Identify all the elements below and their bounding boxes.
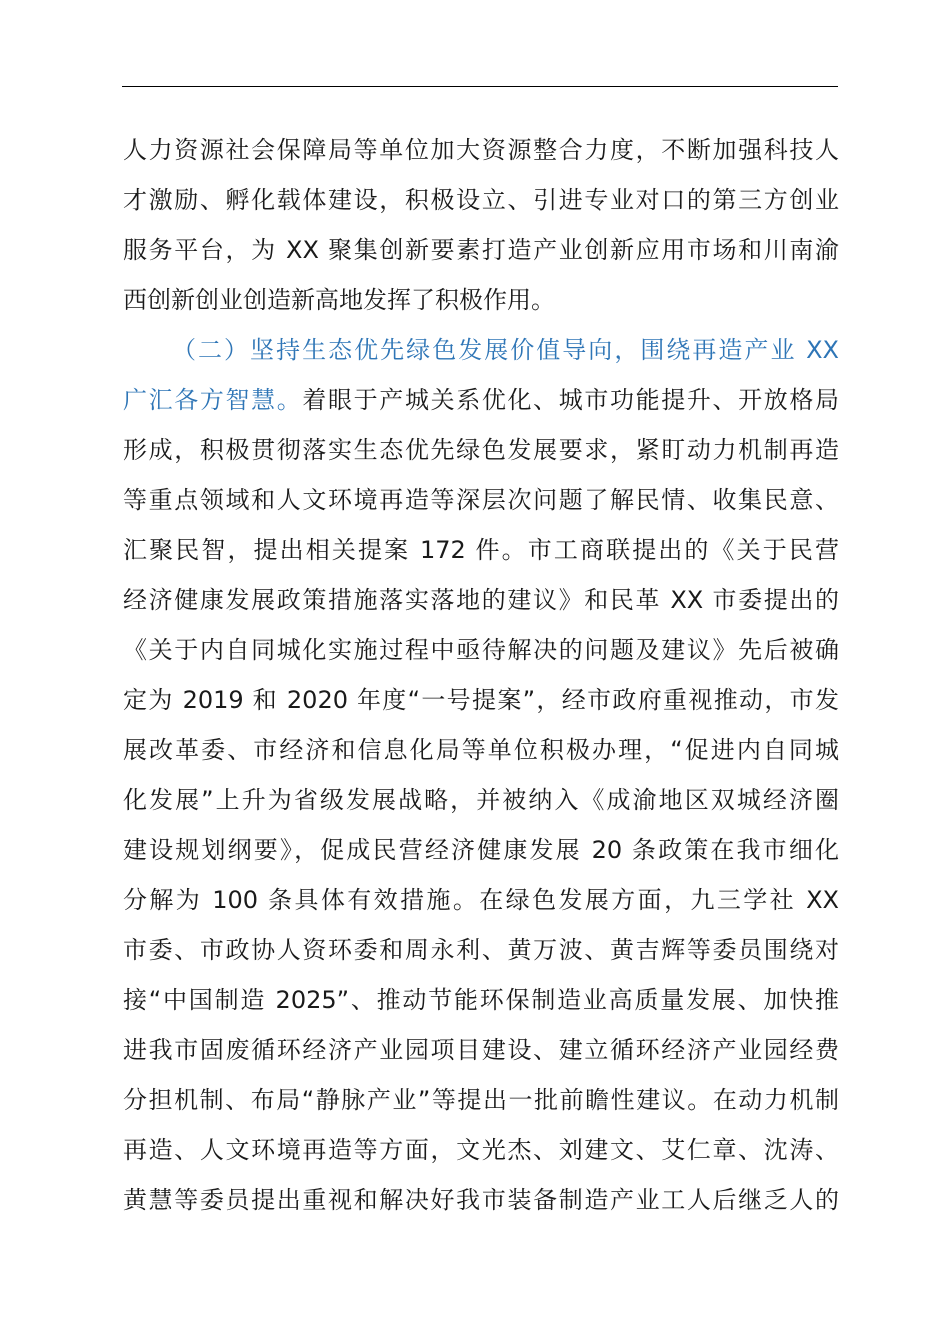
body-line: 建设规划纲要》，促成民营经济健康发展 20 条政策在我市细化: [123, 836, 839, 864]
body-line: 《关于内自同城化实施过程中亟待解决的问题及建议》先后被确: [123, 636, 839, 664]
body-line: 西创新创业创造新高地发挥了积极作用。: [123, 286, 555, 314]
body-line: 定为 2019 和 2020 年度“一号提案”，经市政府重视推动，市发: [123, 686, 839, 714]
section-heading-continuation: [123, 380, 839, 420]
body-line-segment: 着眼于产城关系优化、城市功能提升、开放格局: [302, 386, 839, 414]
body-line: 黄慧等委员提出重视和解决好我市装备制造产业工人后继乏人的: [123, 1186, 839, 1214]
header-rule: [122, 86, 838, 87]
body-line: 等重点领域和人文环境再造等深层次问题了解民情、收集民意、: [123, 486, 839, 514]
body-line: 才激励、孵化载体建设，积极设立、引进专业对口的第三方创业: [123, 186, 839, 214]
body-line: 服务平台，为 XX 聚集创新要素打造产业创新应用市场和川南渝: [123, 236, 839, 264]
body-line: 形成，积极贯彻落实生态优先绿色发展要求，紧盯动力机制再造: [123, 436, 839, 464]
body-line: 展改革委、市经济和信息化局等单位积极办理，“促进内自同城: [123, 736, 839, 764]
body-line: 经济健康发展政策措施落实落地的建议》和民革 XX 市委提出的: [123, 586, 839, 614]
body-line: 人力资源社会保障局等单位加大资源整合力度，不断加强科技人: [123, 136, 839, 164]
body-line: 接“中国制造 2025”、推动节能环保制造业高质量发展、加快推: [123, 986, 839, 1014]
body-line: 再造、人文环境再造等方面，文光杰、刘建文、艾仁章、沈涛、: [123, 1136, 839, 1164]
body-line: 汇聚民智，提出相关提案 172 件。市工商联提出的《关于民营: [123, 536, 839, 564]
body-line: 分解为 100 条具体有效措施。在绿色发展方面，九三学社 XX: [123, 886, 839, 914]
body-line: 进我市固废循环经济产业园项目建设、建立循环经济产业园经费: [123, 1036, 839, 1064]
section-heading-line: （二）坚持生态优先绿色发展价值导向，围绕再造产业 XX: [172, 336, 839, 364]
section-heading-end: 广汇各方智慧。: [123, 386, 303, 414]
body-line: 市委、市政协人资环委和周永利、黄万波、黄吉辉等委员围绕对: [123, 936, 839, 964]
body-line: 化发展”上升为省级发展战略，并被纳入《成渝地区双城经济圈: [123, 786, 839, 814]
body-line: 分担机制、布局“静脉产业”等提出一批前瞻性建议。在动力机制: [123, 1086, 839, 1114]
